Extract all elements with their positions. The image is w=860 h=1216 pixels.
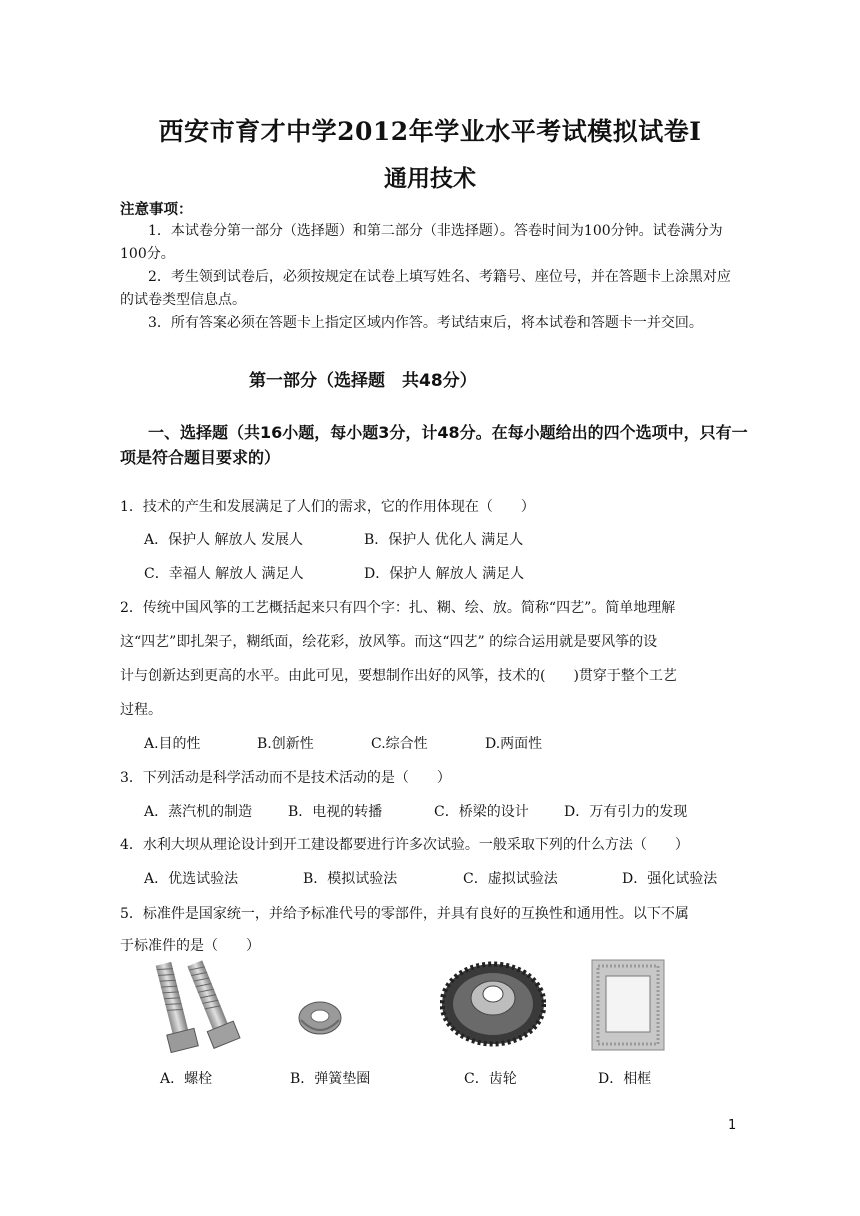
- question-2-line-2: 这“四艺”即扎架子，糊纸面，绘花彩，放风筝。而这“四艺” 的综合运用就是要风筝的设: [120, 634, 658, 650]
- picture-frame-icon: [590, 958, 666, 1052]
- question-3-option-d: D．万有引力的发现: [564, 804, 688, 820]
- question-2-option-b: B.创新性: [257, 736, 314, 752]
- notice-item-2: 2．考生领到试卷后，必须按规定在试卷上填写姓名、考籍号、座位号，并在答题卡上涂黑对应的试卷类型信息点。: [120, 269, 731, 308]
- question-5-line-1: 5．标准件是国家统一，并给予标准代号的零部件，并具有良好的互换性和通用性。以下不属: [120, 906, 689, 922]
- question-3-option-b: B．电视的转播: [288, 804, 383, 820]
- gear-icon: [440, 960, 546, 1052]
- question-1-option-c: C．幸福人 解放人 满足人: [144, 566, 304, 582]
- question-5-option-c: C．齿轮: [464, 1071, 517, 1087]
- question-5-option-a: A．螺栓: [160, 1071, 213, 1087]
- question-1-stem: 1．技术的产生和发展满足了人们的需求，它的作用体现在（ ）: [120, 499, 535, 515]
- bolts-icon: [146, 956, 242, 1058]
- question-3-option-a: A．蒸汽机的制造: [144, 804, 253, 820]
- question-5-line-2: 于标准件的是（ ）: [120, 938, 260, 954]
- question-3-option-c: C．桥梁的设计: [434, 804, 529, 820]
- question-4-option-a: A．优选试验法: [144, 871, 239, 887]
- notice-item-1: 1．本试卷分第一部分（选择题）和第二部分（非选择题）。答卷时间为100分钟。试卷满分为100分。: [120, 223, 723, 262]
- subject-title: 通用技术: [384, 165, 476, 192]
- section-heading: 一、选择题（共16小题，每小题3分，计48分。在每小题给出的四个选项中，只有一项是符合题目要求的）: [120, 423, 748, 467]
- question-2-line-1: 2．传统中国风筝的工艺概括起来只有四个字：扎、糊、绘、放。简称“四艺”。简单地理解: [120, 600, 676, 616]
- notice-item-3: 3．所有答案必须在答题卡上指定区域内作答。考试结束后，将本试卷和答题卡一并交回。: [148, 315, 703, 331]
- question-5-option-b: B．弹簧垫圈: [290, 1071, 371, 1087]
- question-1-option-b: B．保护人 优化人 满足人: [364, 532, 524, 548]
- question-2-option-c: C.综合性: [371, 736, 428, 752]
- question-4-stem: 4．水利大坝从理论设计到开工建设都要进行许多次试验。一般采取下列的什么方法（ ）: [120, 837, 689, 853]
- question-2-line-4: 过程。: [120, 702, 162, 718]
- question-4-option-d: D．强化试验法: [622, 871, 718, 887]
- page-title: 西安市育才中学2012年学业水平考试模拟试卷Ⅰ: [158, 117, 702, 146]
- question-2-line-3: 计与创新达到更高的水平。由此可见，要想制作出好的风筝，技术的( )贯穿于整个工艺: [120, 668, 677, 684]
- question-4-option-b: B．模拟试验法: [303, 871, 398, 887]
- notice-heading: 注意事项：: [120, 202, 193, 218]
- spring-washer-icon: [296, 996, 344, 1038]
- part1-heading: 第一部分（选择题 共48分）: [249, 371, 477, 391]
- question-2-option-a: A.目的性: [144, 736, 201, 752]
- question-1-option-a: A．保护人 解放人 发展人: [144, 532, 304, 548]
- question-3-stem: 3．下列活动是科学活动而不是技术活动的是（ ）: [120, 770, 451, 786]
- page-number: 1: [728, 1118, 737, 1133]
- question-1-option-d: D．保护人 解放人 满足人: [364, 566, 525, 582]
- question-2-option-d: D.两面性: [485, 736, 543, 752]
- question-5-option-d: D．相框: [598, 1071, 652, 1087]
- question-4-option-c: C．虚拟试验法: [463, 871, 558, 887]
